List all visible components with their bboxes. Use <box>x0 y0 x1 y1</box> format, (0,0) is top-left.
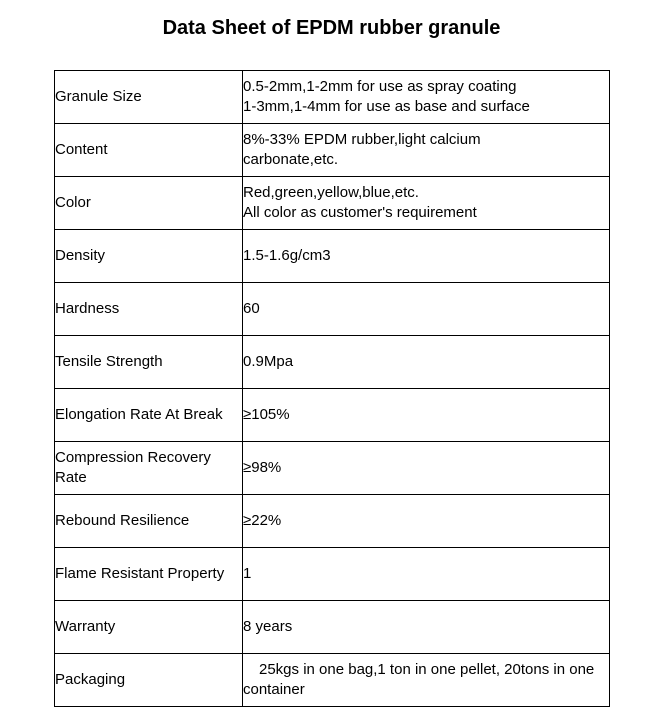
value-line: 0.9Mpa <box>243 353 294 370</box>
table-row <box>55 389 610 442</box>
value-line: ≥105% <box>243 406 290 423</box>
value-line: 25kgs in one bag,1 ton in one pellet, 20tons in one container <box>243 661 595 698</box>
table-row <box>55 654 610 707</box>
row-value-compression-recovery <box>243 442 610 495</box>
value-line: 1-3mm,1-4mm for use as base and surface <box>243 98 530 115</box>
value-line: 1.5-1.6g/cm3 <box>243 247 331 264</box>
row-value-rebound-resilience <box>243 495 610 548</box>
row-label-tensile-strength: Tensile Strength <box>55 336 243 389</box>
table-row <box>55 442 610 495</box>
row-value-elongation-rate <box>243 389 610 442</box>
row-label-content: Content <box>55 124 243 177</box>
row-label-elongation-rate: Elongation Rate At Break <box>55 389 243 442</box>
value-line: ≥22% <box>243 512 282 529</box>
row-label-flame-resistant: Flame Resistant Property <box>55 548 243 601</box>
row-value-packaging <box>243 654 610 707</box>
row-value-color <box>243 177 610 230</box>
value-line: ≥98% <box>243 459 282 476</box>
row-label-color: Color <box>55 177 243 230</box>
value-line: All color as customer's requirement <box>243 204 477 221</box>
table-row <box>55 601 610 654</box>
data-sheet-table <box>54 70 610 707</box>
table-row <box>55 548 610 601</box>
row-value-tensile-strength <box>243 336 610 389</box>
table-row <box>55 177 610 230</box>
page-title: Data Sheet of EPDM rubber granule <box>162 17 501 39</box>
table-row <box>55 283 610 336</box>
row-value-density <box>243 230 610 283</box>
row-label-packaging: Packaging <box>55 654 243 707</box>
row-value-granule-size <box>243 71 610 124</box>
table-row <box>55 230 610 283</box>
table-row <box>55 71 610 124</box>
row-label-compression-recovery: Compression Recovery Rate <box>55 442 243 495</box>
row-label-granule-size: Granule Size <box>55 71 243 124</box>
row-value-content <box>243 124 610 177</box>
value-line: 8%-33% EPDM rubber,light calcium <box>243 131 481 148</box>
row-label-rebound-resilience: Rebound Resilience <box>55 495 243 548</box>
table-row <box>55 336 610 389</box>
value-line: 8 years <box>243 618 293 635</box>
value-line: carbonate,etc. <box>243 151 339 168</box>
row-value-warranty <box>243 601 610 654</box>
value-line: 1 <box>243 565 252 582</box>
value-line: 0.5-2mm,1-2mm for use as spray coating <box>243 78 517 95</box>
table-row <box>55 495 610 548</box>
row-label-warranty: Warranty <box>55 601 243 654</box>
row-value-hardness <box>243 283 610 336</box>
table-row <box>55 124 610 177</box>
row-label-density: Density <box>55 230 243 283</box>
value-line: Red,green,yellow,blue,etc. <box>243 184 419 201</box>
row-value-flame-resistant <box>243 548 610 601</box>
value-line: 60 <box>243 300 260 317</box>
row-label-hardness: Hardness <box>55 283 243 336</box>
